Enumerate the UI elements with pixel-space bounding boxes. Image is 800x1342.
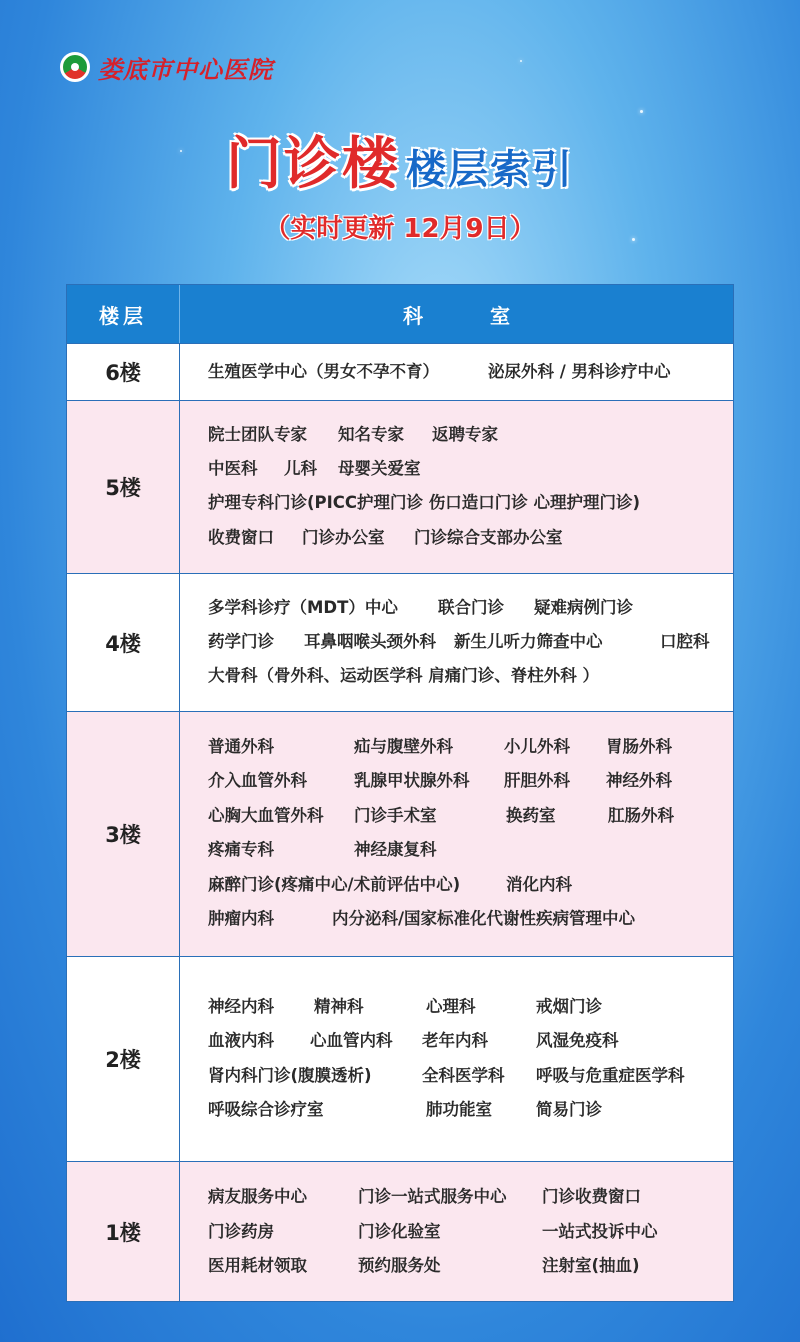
department-list [180,574,733,711]
department-line [208,907,725,931]
department-item: 全科医学科 [422,1066,505,1085]
department-item: 收费窗口 [208,528,274,547]
department-item: 多学科诊疗（MDT）中心 [208,598,398,617]
department-item: 呼吸综合诊疗室 [208,1100,324,1119]
header-departments: 科 室 [403,303,540,328]
hospital-name: 娄底市中心医院 [98,54,273,84]
floor-label: 5楼 [67,401,180,573]
department-line [208,1098,725,1122]
department-item: 门诊综合支部办公室 [414,528,563,547]
department-item: 医用耗材领取 [208,1256,307,1275]
header-floor: 楼层 [67,285,180,343]
department-item: 疝与腹壁外科 [354,737,453,756]
table-row [67,956,733,1161]
department-item: 返聘专家 [432,425,498,444]
department-item: 肾内科门诊(腹膜透析) [208,1066,372,1085]
department-line [208,596,725,620]
floor-label: 6楼 [67,344,180,400]
department-line [208,457,725,481]
table-row [67,1161,733,1301]
sparkle [640,110,643,113]
department-item: 肿瘤内科 [208,909,274,928]
department-list [180,957,733,1161]
department-item: 门诊办公室 [302,528,385,547]
department-line [208,804,725,828]
floor-directory-table [66,284,734,1302]
update-note: （实时更新 12月9日） [264,214,536,244]
department-item: 门诊手术室 [354,806,437,825]
department-item: 老年内科 [422,1031,488,1050]
department-item: 简易门诊 [536,1100,602,1119]
department-item: 普通外科 [208,737,274,756]
department-line [208,526,725,550]
department-item: 母婴关爱室 [338,459,421,478]
department-item: 神经内科 [208,997,274,1016]
department-item: 内分泌科/国家标准化代谢性疾病管理中心 [332,909,636,928]
department-line [208,1064,725,1088]
department-item: 预约服务处 [358,1256,441,1275]
department-item: 消化内科 [506,875,572,894]
floor-label: 3楼 [67,712,180,956]
department-line [208,995,725,1019]
department-item: 一站式投诉中心 [542,1222,658,1241]
floor-label: 2楼 [67,957,180,1161]
department-item: 泌尿外科 / 男科诊疗中心 [488,362,671,381]
department-item: 口腔科 [660,632,710,651]
department-item: 门诊收费窗口 [542,1187,641,1206]
department-item: 肺功能室 [426,1100,492,1119]
department-line [208,423,725,447]
page-title [0,120,800,200]
department-item: 耳鼻咽喉头颈外科 [304,632,436,651]
title-main: 门诊楼 [226,132,400,197]
department-item: 介入血管外科 [208,771,307,790]
department-line [208,1220,725,1244]
department-item: 疑难病例门诊 [534,598,633,617]
department-line [208,838,725,862]
department-item: 知名专家 [338,425,404,444]
department-item: 院士团队专家 [208,425,307,444]
department-line [208,769,725,793]
department-item: 风湿免疫科 [536,1031,619,1050]
department-item: 换药室 [506,806,556,825]
department-line [208,1254,725,1278]
sparkle [520,60,522,62]
department-item: 门诊化验室 [358,1222,441,1241]
title-sub: 楼层索引 [406,147,574,193]
department-item: 门诊药房 [208,1222,274,1241]
table-row [67,573,733,711]
department-item: 小儿外科 [504,737,570,756]
department-item: 病友服务中心 [208,1187,307,1206]
department-item: 护理专科门诊(PICC护理门诊 伤口造口门诊 心理护理门诊) [208,493,641,512]
department-item: 血液内科 [208,1031,274,1050]
department-line [208,1029,725,1053]
department-list [180,1162,733,1301]
department-line [208,1185,725,1209]
table-row [67,400,733,573]
department-item: 神经外科 [606,771,672,790]
department-item: 门诊一站式服务中心 [358,1187,507,1206]
department-item: 心理科 [426,997,476,1016]
department-item: 乳腺甲状腺外科 [354,771,470,790]
department-line [208,664,725,688]
department-item: 神经康复科 [354,840,437,859]
floor-label: 4楼 [67,574,180,711]
department-item: 疼痛专科 [208,840,274,859]
department-item: 药学门诊 [208,632,274,651]
table-row [67,711,733,956]
department-item: 中医科 [208,459,258,478]
department-item: 注射室(抽血) [542,1256,640,1275]
hospital-header [60,50,273,84]
department-line [208,360,725,384]
department-line [208,735,725,759]
table-header [67,285,733,343]
department-list [180,712,733,956]
department-item: 心血管内科 [310,1031,393,1050]
department-item: 大骨科（骨外科、运动医学科 肩痛门诊、脊柱外科 ） [208,666,599,685]
department-item: 儿科 [284,459,317,478]
department-item: 肝胆外科 [504,771,570,790]
department-item: 戒烟门诊 [536,997,602,1016]
department-list [180,344,733,400]
department-item: 呼吸与危重症医学科 [536,1066,685,1085]
department-line [208,873,725,897]
hospital-logo-icon [60,52,90,82]
department-item: 麻醉门诊(疼痛中心/术前评估中心) [208,875,461,894]
department-item: 肛肠外科 [608,806,674,825]
department-item: 联合门诊 [438,598,504,617]
department-item: 胃肠外科 [606,737,672,756]
department-item: 心胸大血管外科 [208,806,324,825]
floor-label: 1楼 [67,1162,180,1301]
department-line [208,491,725,515]
department-item: 生殖医学中心（男女不孕不育） [208,362,439,381]
department-item: 新生儿听力筛查中心 [454,632,603,651]
table-row [67,343,733,400]
department-list [180,401,733,573]
department-item: 精神科 [314,997,364,1016]
department-line [208,630,725,654]
